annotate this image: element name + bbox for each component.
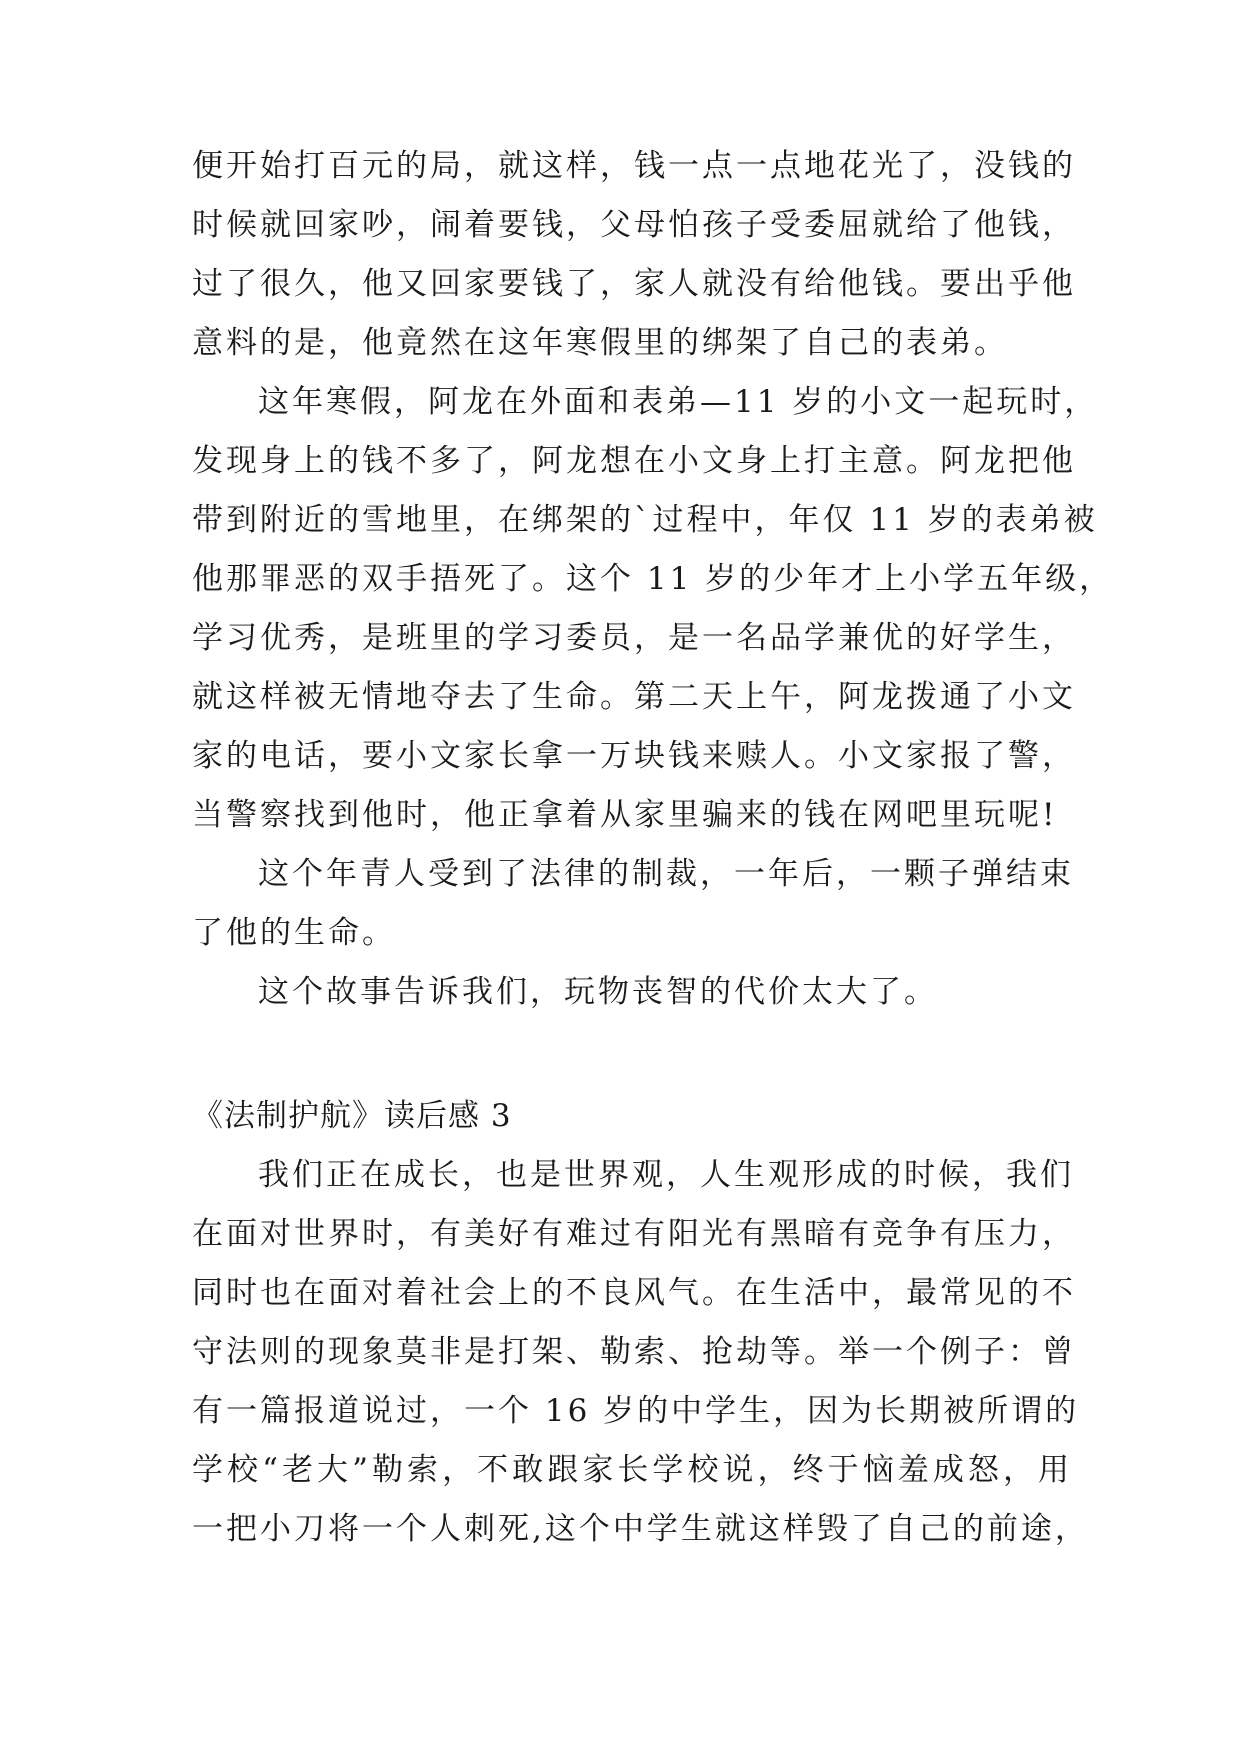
text-line: 就这样被无情地夺去了生命。第二天上午，阿龙拨通了小文 [192, 679, 1076, 715]
paragraph-kidnapping [192, 373, 1114, 845]
text-line: 家的电话，要小文家长拿一万块钱来赎人。小文家报了警， [192, 738, 1076, 774]
text-line: 我们正在成长，也是世界观，人生观形成的时候，我们 [258, 1157, 1074, 1193]
text-line: 发现身上的钱不多了，阿龙想在小文身上打主意。阿龙把他 [192, 443, 1076, 479]
text-line: 时候就回家吵，闹着要钱，父母怕孩子受委屈就给了他钱， [192, 207, 1076, 243]
text-line: 这个年青人受到了法律的制裁，一年后，一颗子弹结束 [258, 856, 1074, 892]
text-line: 在面对世界时，有美好有难过有阳光有黑暗有竞争有压力， [192, 1216, 1076, 1252]
text-line: 过了很久，他又回家要钱了，家人就没有给他钱。要出乎他 [192, 266, 1076, 302]
paragraph-sentence [192, 845, 1072, 963]
section-heading: 《法制护航》读后感 3 [192, 1098, 512, 1134]
paragraph-story-continued [192, 137, 1076, 373]
text-line: 学校“老大”勒索，不敢跟家长学校说，终于恼羞成怒，用 [192, 1452, 1072, 1488]
paragraph-moral [192, 963, 1072, 1022]
text-line: 守法则的现象莫非是打架、勒索、抢劫等。举一个例子：曾 [192, 1334, 1076, 1370]
text-line: 便开始打百元的局，就这样，钱一点一点地花光了，没钱的 [192, 148, 1076, 184]
text-line: 一把小刀将一个人刺死,这个中学生就这样毁了自己的前途， [192, 1511, 1089, 1547]
text-line: 当警察找到他时，他正拿着从家里骗来的钱在网吧里玩呢! [192, 797, 1058, 833]
paragraph-reflection [192, 1146, 1089, 1559]
text-line: 这个故事告诉我们，玩物丧智的代价太大了。 [258, 974, 938, 1010]
text-line: 意料的是，他竟然在这年寒假里的绑架了自己的表弟。 [192, 325, 1008, 361]
text-line: 这年寒假，阿龙在外面和表弟—11 岁的小文一起玩时， [258, 384, 1099, 420]
text-line: 带到附近的雪地里，在绑架的`过程中，年仅 11 岁的表弟被 [192, 502, 1098, 538]
text-line: 同时也在面对着社会上的不良风气。在生活中，最常见的不 [192, 1275, 1076, 1311]
text-line: 学习优秀，是班里的学习委员，是一名品学兼优的好学生， [192, 620, 1076, 656]
text-line: 他那罪恶的双手捂死了。这个 11 岁的少年才上小学五年级， [192, 561, 1114, 597]
text-line: 有一篇报道说过，一个 16 岁的中学生，因为长期被所谓的 [192, 1393, 1080, 1429]
text-line: 了他的生命。 [192, 915, 396, 951]
